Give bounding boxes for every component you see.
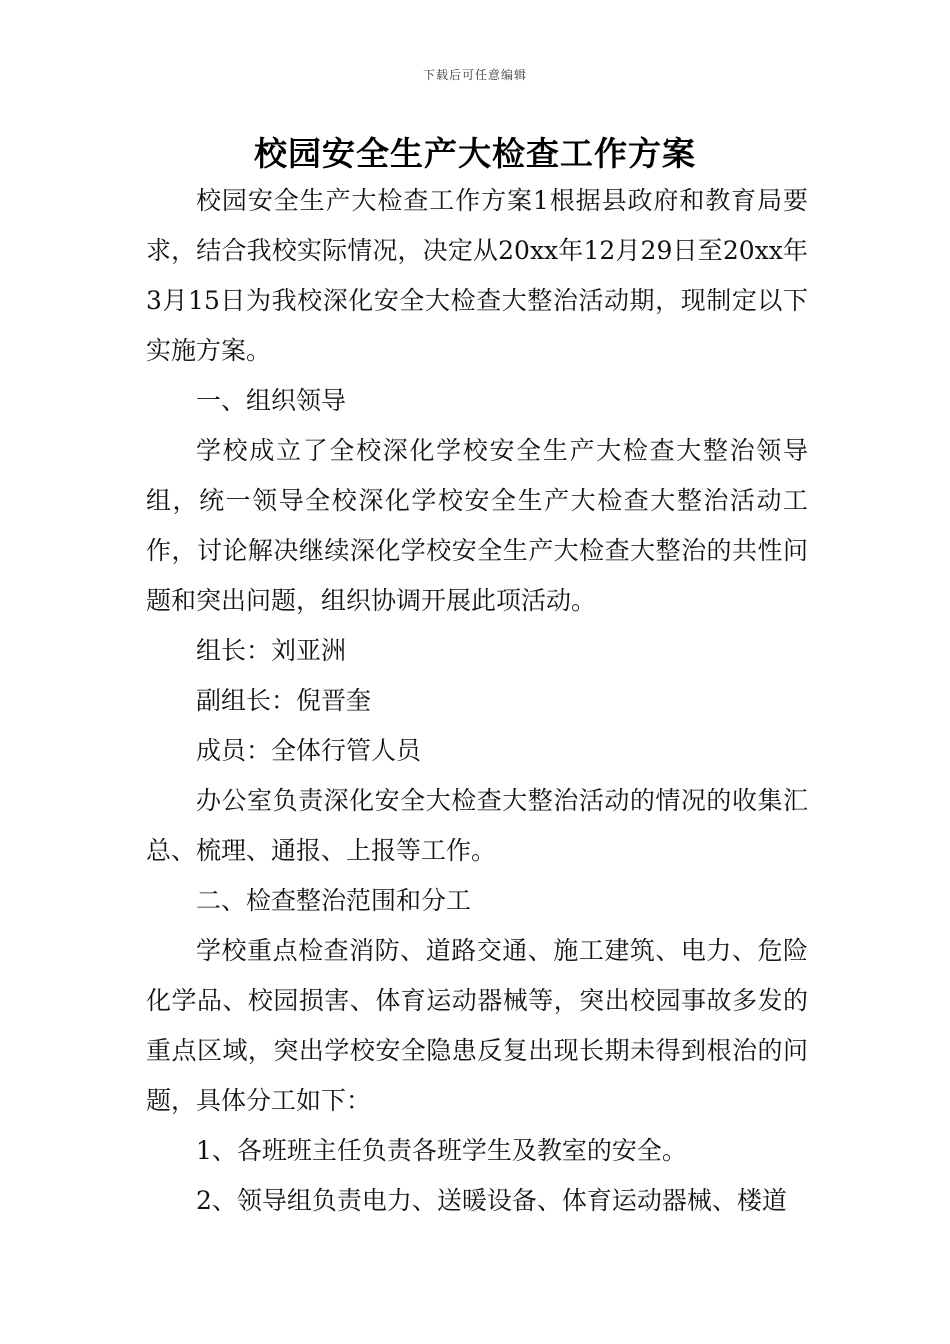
header-note: 下载后可任意编辑 bbox=[422, 68, 527, 82]
paragraph-scope: 学校重点检查消防、道路交通、施工建筑、电力、危险化学品、校园损害、体育运动器械等，突出校园事故多发的重点区域，突出学校安全隐患反复出现长期未得到根治的问题，具体分工如下： bbox=[146, 936, 808, 1115]
paragraph-deputy-leader: 副组长：倪晋奎 bbox=[196, 686, 372, 715]
section-heading-scope: 二、检查整治范围和分工 bbox=[196, 886, 472, 915]
paragraph-office-duty: 办公室负责深化安全大检查大整治活动的情况的收集汇总、梳理、通报、上报等工作。 bbox=[146, 786, 808, 865]
paragraph-intro: 校园安全生产大检查工作方案1根据县政府和教育局要求，结合我校实际情况，决定从20xx年12月29日至20xx年3月15日为我校深化安全大检查大整治活动期，现制定以下实施方案。 bbox=[146, 186, 808, 365]
paragraph-leader: 组长：刘亚洲 bbox=[196, 636, 347, 665]
document-title: 校园安全生产大检查工作方案 bbox=[254, 134, 696, 173]
paragraph-members: 成员：全体行管人员 bbox=[196, 736, 422, 765]
list-item-2: 2、领导组负责电力、送暖设备、体育运动器械、楼道 bbox=[196, 1186, 787, 1215]
paragraph-organization: 学校成立了全校深化学校安全生产大检查大整治领导组，统一领导全校深化学校安全生产大检查大整治活动工作，讨论解决继续深化学校安全生产大检查大整治的共性问题和突出问题，组织协调开展此项活动。 bbox=[146, 436, 808, 615]
document-body bbox=[146, 176, 808, 1226]
section-heading-organization: 一、组织领导 bbox=[196, 386, 347, 415]
list-item-1: 1、各班班主任负责各班学生及教室的安全。 bbox=[196, 1136, 687, 1165]
